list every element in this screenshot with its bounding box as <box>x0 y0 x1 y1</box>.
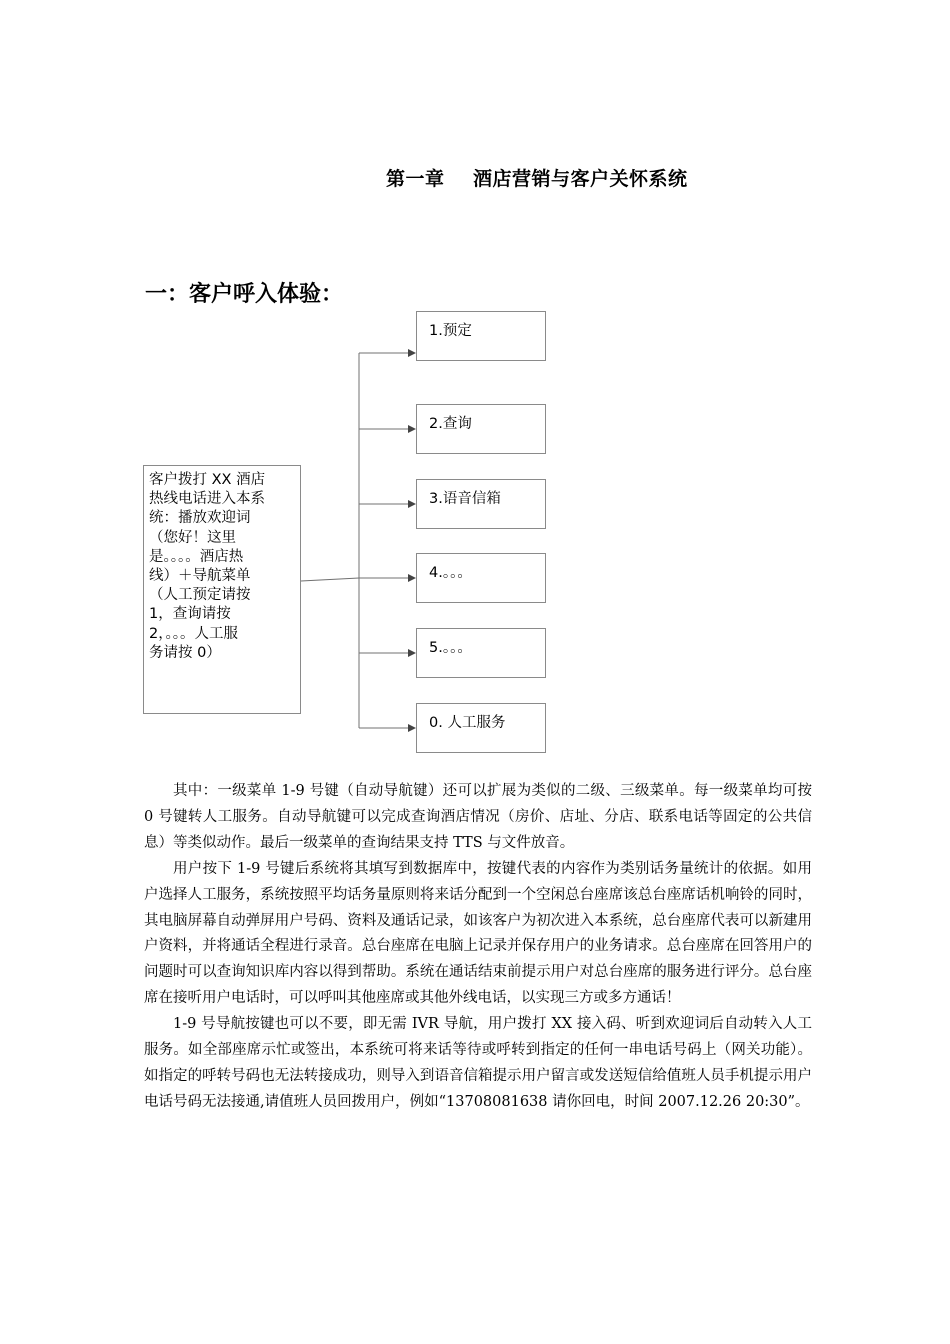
body-text <box>144 779 812 1116</box>
incoming-call-line: 是。。。。酒店热 <box>149 548 244 565</box>
arrowhead-2 <box>408 425 416 433</box>
paragraph-menu-description: 其中：一级菜单 1-9 号键（自动导航键）还可以扩展为类似的二级、三级菜单。每一级菜单均可按 0 号键转人工服务。自动导航键可以完成查询酒店情况（房价、店址、分店、联系电话等固定的公共信息）等类似动作。最后一级菜单的查询结果支持 TTS 与文件放音。 <box>144 783 812 851</box>
paragraph-forwarding: 1-9 号导航按键也可以不要，即无需 IVR 导航，用户拨打 XX 接入码、听到欢迎词后自动转入人工服务。如全部座席示忙或签出，本系统可将来话等待或呼转到指定的任何一串电话号码上（网关功能）。如指定的呼转号码也无法转接成功，则导入到语音信箱提示用户留言或发送短信给值班人员手机提示用户电话号码无法接通,请值班人员回拨用户，例如“13708081638 请你回电，时间 2007.12.26 20:30”。 <box>144 1016 812 1110</box>
connector-from-source <box>301 578 359 581</box>
arrowhead-4 <box>408 574 416 582</box>
incoming-call-line: 统：播放欢迎词 <box>149 510 251 527</box>
incoming-call-line: 线）＋导航菜单 <box>149 568 251 585</box>
menu-option-query: 2.查询 <box>416 404 546 454</box>
menu-option-4: 4.。。。 <box>416 553 546 603</box>
incoming-call-line: 务请按 0） <box>149 644 221 661</box>
incoming-call-line: （您好！这里 <box>149 529 236 546</box>
section-title: 一：客户呼入体验： <box>145 282 344 307</box>
incoming-call-line: 2，。。。人工服 <box>149 625 238 642</box>
menu-option-voicemail: 3.语音信箱 <box>416 479 546 529</box>
incoming-call-line: （人工预定请按 <box>149 587 251 604</box>
menu-option-reserve: 1.预定 <box>416 311 546 361</box>
menu-option-5: 5.。。。 <box>416 628 546 678</box>
chapter-title: 第一章 酒店营销与客户关怀系统 <box>386 168 688 190</box>
menu-option-human-service: 0. 人工服务 <box>416 703 546 753</box>
paragraph-call-handling: 用户按下 1-9 号键后系统将其填写到数据库中，按键代表的内容作为类别话务量统计的依据。如用户选择人工服务，系统按照平均话务量原则将来话分配到一个空闲总台座席该总台座席话机响铃的同时，其电脑屏幕自动弹屏用户号码、资料及通话记录，如该客户为初次进入本系统，总台座席代表可以新建用户资料，并将通话全程进行录音。总台座席在电脑上记录并保存用户的业务请求。总台座席在回答用户的问题时可以查询知识库内容以得到帮助。系统在通话结束前提示用户对总台座席的服务进行评分。总台座席在接听用户电话时，可以呼叫其他座席或其他外线电话，以实现三方或多方通话！ <box>144 860 812 1007</box>
incoming-call-line: 1，查询请按 <box>149 606 231 623</box>
arrowhead-5 <box>408 649 416 657</box>
arrowhead-0 <box>408 724 416 732</box>
arrowhead-1 <box>408 349 416 357</box>
incoming-call-box <box>143 465 301 714</box>
incoming-call-line: 热线电话进入本系 <box>149 491 265 508</box>
arrowhead-3 <box>408 500 416 508</box>
incoming-call-line: 客户拨打 XX 酒店 <box>149 472 266 488</box>
